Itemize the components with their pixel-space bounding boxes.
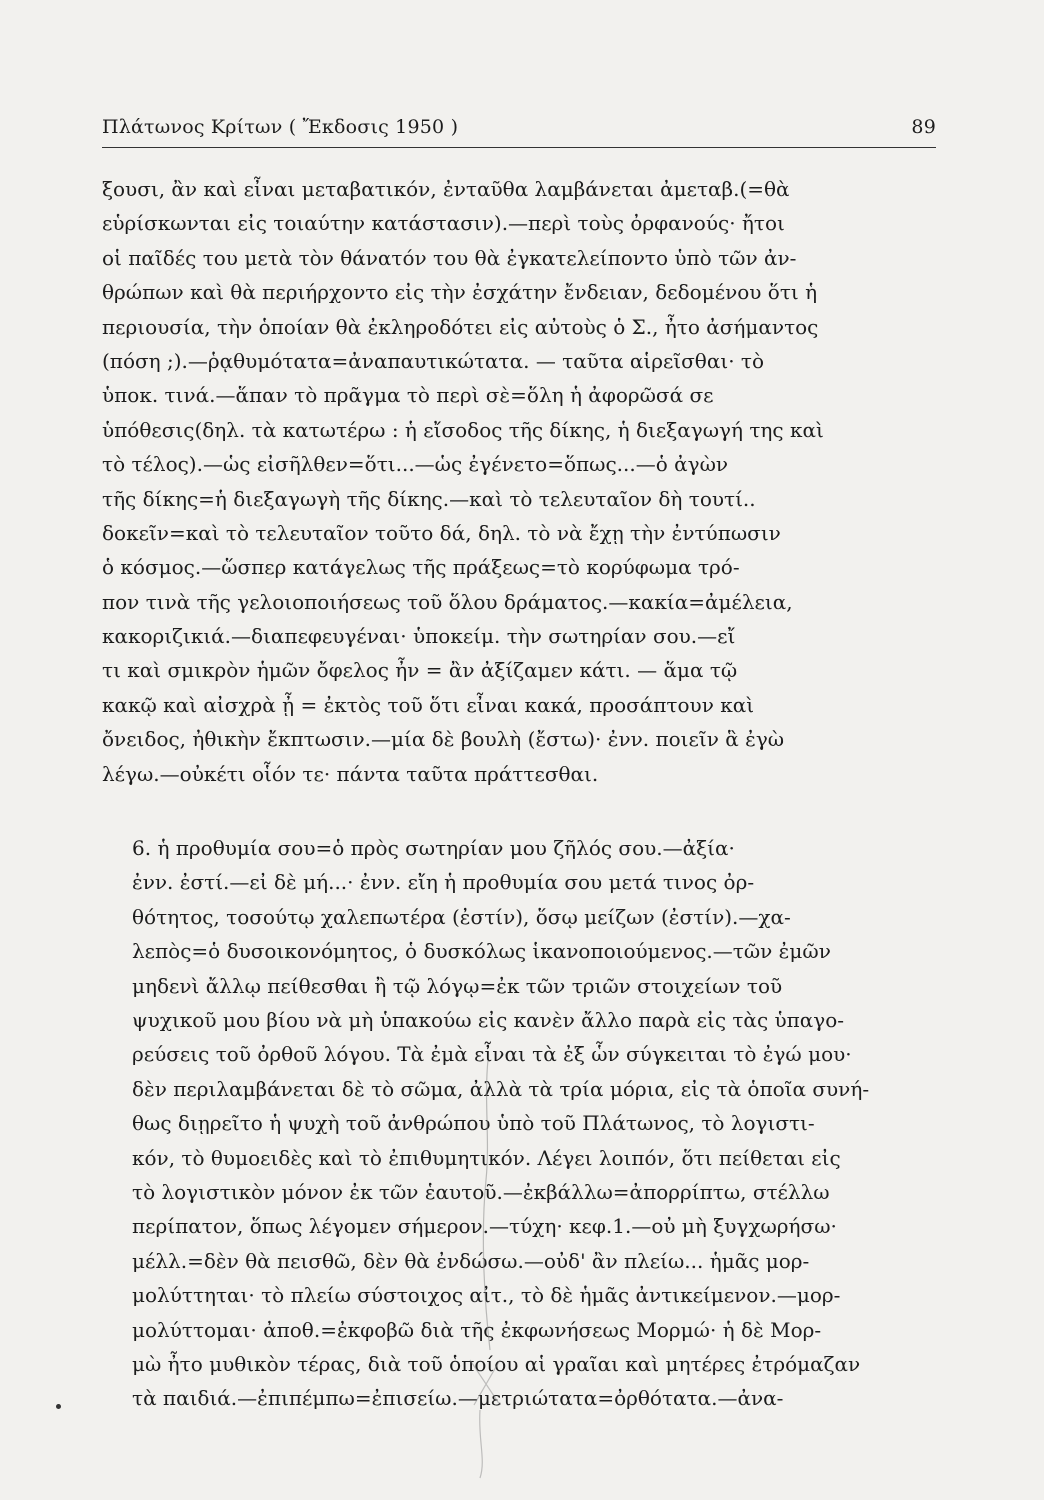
text-line: ρεύσεις τοῦ ὀρθοῦ λόγου. Τὰ ἐμὰ εἶναι τὰ ἐξ ὧν σύγκειται τὸ ἐγώ μου· xyxy=(132,1042,852,1067)
margin-dot xyxy=(56,1404,61,1409)
text-line: κόν, τὸ θυμοειδὲς καὶ τὸ ἐπιθυμητικόν. Λέγει λοιπόν, ὅτι πείθεται εἰς xyxy=(132,1145,841,1170)
text-line: ὑποκ. τινά.—ἅπαν τὸ πρᾶγμα τὸ περὶ σὲ=ὅλη ἡ ἀφορῶσά σε xyxy=(102,383,714,408)
text-line: τι καὶ σμικρὸν ἡμῶν ὄφελος ἦν = ἂν ἀξίζαμεν κάτι. — ἅμα τῷ xyxy=(102,658,738,683)
text-line: τῆς δίκης=ἡ διεξαγωγὴ τῆς δίκης.—καὶ τὸ τελευταῖον δὴ τουτί.. xyxy=(102,486,756,511)
text-line: μολύττομαι· ἀποθ.=ἐκφοβῶ διὰ τῆς ἐκφωνήσεως Μορμώ· ἡ δὲ Μορ- xyxy=(132,1317,822,1342)
text-line: ξουσι, ἂν καὶ εἶναι μεταβατικόν, ἐνταῦθα λαμβάνεται ἀμεταβ.(=θὰ xyxy=(102,177,790,201)
text-line: λέγω.—οὐκέτι οἷόν τε· πάντα ταῦτα πράττεσθαι. xyxy=(102,761,599,786)
text-line: ἐνν. ἐστί.—εἰ δὲ μή...· ἐνν. εἴη ἡ προθυμία σου μετά τινος ὀρ- xyxy=(132,870,755,895)
text-line: περιουσία, τὴν ὁποίαν θὰ ἐκληροδότει εἰς αὐτοὺς ὁ Σ., ἦτο ἀσήμαντος xyxy=(102,314,819,339)
text-line: ὁ κόσμος.—ὥσπερ κατάγελως τῆς πράξεως=τὸ κορύφωμα τρό- xyxy=(102,555,740,580)
text-line: ὑπόθεσις(δηλ. τὰ κατωτέρω : ἡ εἴσοδος τῆς δίκης, ἡ διεξαγωγή της καὶ xyxy=(102,417,824,442)
running-title: Πλάτωνος Κρίτων ( Ἔκδοσις 1950 ) xyxy=(102,116,459,138)
pencil-mark xyxy=(460,1060,520,1480)
page-header xyxy=(102,116,936,138)
text-line: ὄνειδος, ἠθικὴν ἔκπτωσιν.—μία δὲ βουλὴ (ἔστω)· ἐνν. ποιεῖν ἃ ἐγὼ xyxy=(102,727,785,752)
text-line: λεπὸς=ὁ δυσοικονόμητος, ὁ δυσκόλως ἱκανοποιούμενος.—τῶν ἐμῶν xyxy=(132,939,831,964)
text-line: μολύττηται· τὸ πλείω σύστοιχος αἰτ., τὸ δὲ ἡμᾶς ἀντικείμενον.—μορ- xyxy=(132,1283,841,1308)
text-line: μέλλ.=δὲν θὰ πεισθῶ, δὲν θὰ ἐνδώσω.—οὐδ' ἂν πλείω... ἡμᾶς μορ- xyxy=(132,1248,810,1273)
text-line: ψυχικοῦ μου βίου νὰ μὴ ὑπακούω εἰς κανὲν ἄλλο παρὰ εἰς τὰς ὑπαγο- xyxy=(132,1007,845,1032)
text-line: εὑρίσκωνται εἰς τοιαύτην κατάστασιν).—περὶ τοὺς ὀρφανούς· ἤτοι xyxy=(102,211,785,236)
text-line: θρώπων καὶ θὰ περιήρχοντο εἰς τὴν ἐσχάτην ἔνδειαν, δεδομένου ὅτι ἡ xyxy=(102,280,818,305)
text-line: μηδενὶ ἄλλῳ πείθεσθαι ἢ τῷ λόγῳ=ἐκ τῶν τριῶν στοιχείων τοῦ xyxy=(132,973,783,998)
text-line: (πόση ;).—ῥᾳθυμότατα=ἀναπαυτικώτατα. — ταῦτα αἱρεῖσθαι· τὸ xyxy=(102,348,765,373)
text-line: πον τινὰ τῆς γελοιοποιήσεως τοῦ ὅλου δράματος.—κακία=ἀμέλεια, xyxy=(102,589,793,614)
text-line: δὲν περιλαμβάνεται δὲ τὸ σῶμα, ἀλλὰ τὰ τρία μόρια, εἰς τὰ ὁποῖα συνή- xyxy=(132,1076,870,1101)
text-line: 6. ἡ προθυμία σου=ὁ πρὸς σωτηρίαν μου ζῆλός σου.—ἀξία· xyxy=(132,836,735,861)
text-line: κακοριζικιά.—διαπεφευγέναι· ὑποκείμ. τὴν σωτηρίαν σου.—εἴ xyxy=(102,624,736,649)
text-line: περίπατον, ὅπως λέγομεν σήμερον.—τύχη· κεφ.1.—οὐ μὴ ξυγχωρήσω· xyxy=(132,1214,837,1239)
text-line: δοκεῖν=καὶ τὸ τελευταῖον τοῦτο δά, δηλ. τὸ νὰ ἔχῃ τὴν ἐντύπωσιν xyxy=(102,520,781,545)
text-line: τὸ τέλος).—ὡς εἰσῆλθεν=ὅτι...—ὡς ἐγένετο=ὅπως...—ὁ ἀγὼν xyxy=(102,452,729,477)
text-line: κακῷ καὶ αἰσχρὰ ᾖ = ἐκτὸς τοῦ ὅτι εἶναι κακά, προσάπτουν καὶ xyxy=(102,692,755,717)
text-line: οἱ παῖδές του μετὰ τὸν θάνατόν του θὰ ἐγκατελείποντο ὑπὸ τῶν ἀν- xyxy=(102,245,797,270)
header-rule xyxy=(102,147,936,148)
page-number: 89 xyxy=(911,116,936,138)
text-line: τὰ παιδιά.—ἐπιπέμπω=ἐπισείω.—μετριώτατα=ὀρθότατα.—ἀνα- xyxy=(132,1386,784,1411)
paragraph-1 xyxy=(102,172,936,791)
text-line: θότητος, τοσούτῳ χαλεπωτέρα (ἐστίν), ὅσῳ μείζων (ἐστίν).—χα- xyxy=(132,904,791,929)
text-line: θως διῃρεῖτο ἡ ψυχὴ τοῦ ἀνθρώπου ὑπὸ τοῦ Πλάτωνος, τὸ λογιστι- xyxy=(132,1111,815,1136)
text-line: μὼ ἦτο μυθικὸν τέρας, διὰ τοῦ ὁποίου αἱ γραῖαι καὶ μητέρες ἐτρόμαζαν xyxy=(132,1351,861,1376)
text-line: τὸ λογιστικὸν μόνον ἐκ τῶν ἑαυτοῦ.—ἐκβάλλω=ἀπορρίπτω, στέλλω xyxy=(132,1179,830,1204)
